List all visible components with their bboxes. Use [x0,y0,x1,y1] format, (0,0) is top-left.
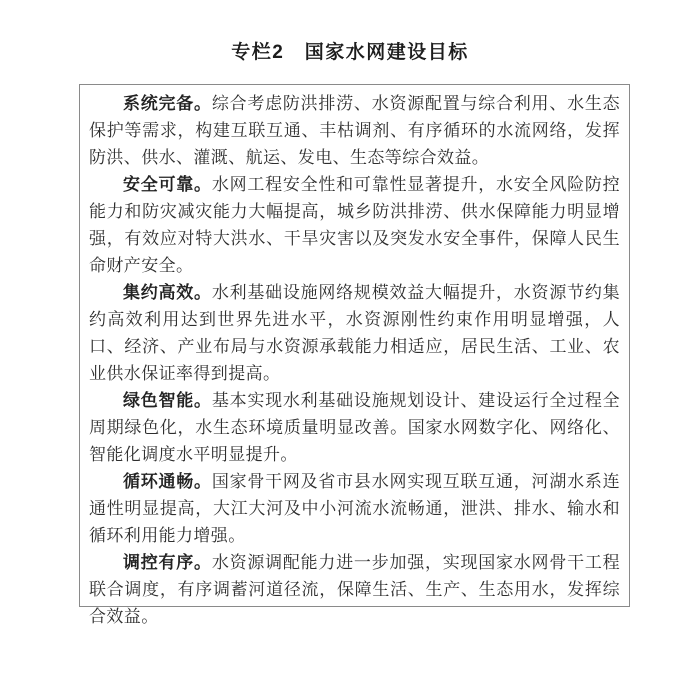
goal-text: 基本实现水利基础设施规划设计、建设运行全过程全周期绿色化，水生态环境质量明显改善。国家水网数字化、网络化、智能化调度水平明显提升。 [89,391,621,464]
goal-paragraph-safe-reliable [89,171,620,279]
goal-paragraph-circulation-smooth [89,468,620,549]
page-title: 专栏2 国家水网建设目标 [231,42,469,63]
goal-term: 集约高效。 [123,283,212,302]
goal-text: 水网工程安全性和可靠性显著提升，水安全风险防控能力和防灾减灾能力大幅提高，城乡防洪排涝、供水保障能力明显增强，有效应对特大洪水、干旱灾害以及突发水安全事件，保障人民生命财产安全。 [89,175,621,275]
goal-term: 绿色智能。 [123,391,212,410]
goal-paragraph-system-complete [89,90,620,171]
goals-panel [79,84,630,626]
goal-text: 水资源调配能力进一步加强，实现国家水网骨干工程联合调度，有序调蓄河道径流，保障生活、生产、生态用水，发挥综合效益。 [89,553,621,626]
goal-paragraph-green-smart [89,387,620,468]
goal-term: 调控有序。 [123,553,212,572]
goal-term: 安全可靠。 [123,175,212,194]
goal-term: 系统完备。 [123,94,212,113]
goal-text: 综合考虑防洪排涝、水资源配置与综合利用、水生态保护等需求，构建互联互通、丰枯调剂、有序循环的水流网络，发挥防洪、供水、灌溉、航运、发电、生态等综合效益。 [89,94,621,167]
goal-text: 国家骨干网及省市县水网实现互联互通，河湖水系连通性明显提高，大江大河及中小河流水流畅通，泄洪、排水、输水和循环利用能力增强。 [89,472,621,545]
goal-text: 水利基础设施网络规模效益大幅提升，水资源节约集约高效利用达到世界先进水平，水资源刚性约束作用明显增强，人口、经济、产业布局与水资源承载能力相适应，居民生活、工业、农业供水保证率得到提高。 [89,283,621,383]
goal-term: 循环通畅。 [123,472,212,491]
goal-paragraph-intensive-efficient [89,279,620,387]
goal-paragraph-regulation-orderly [89,549,620,630]
